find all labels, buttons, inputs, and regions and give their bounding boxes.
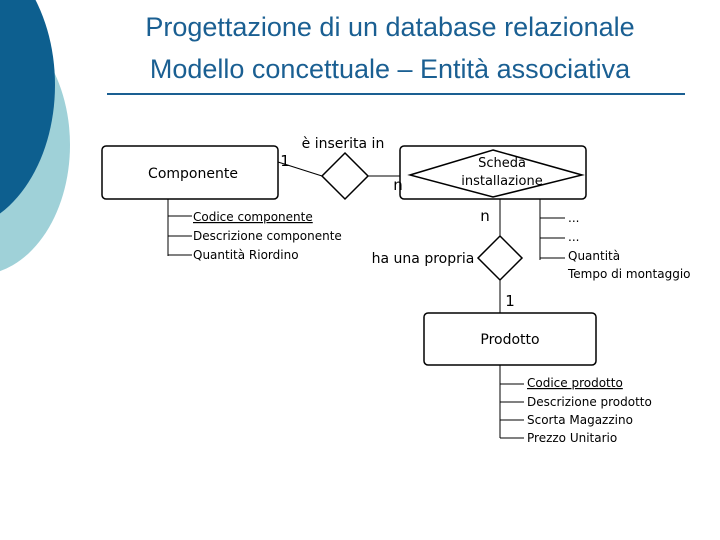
- componente-attr: Quantità Riordino: [193, 248, 299, 262]
- scheda-attr: Tempo di montaggio: [568, 267, 691, 281]
- relationship-propria-label: ha una propria: [371, 251, 475, 267]
- relationship-inserita-diamond: [322, 153, 368, 199]
- prodotto-attr-key: Codice prodotto: [527, 376, 623, 390]
- cardinality-scheda-left: n: [393, 176, 403, 194]
- prodotto-attr: Descrizione prodotto: [527, 395, 652, 409]
- prodotto-attr: Scorta Magazzino: [527, 413, 633, 427]
- componente-attr: Descrizione componente: [193, 229, 342, 243]
- relationship-inserita-label: è inserita in: [301, 136, 385, 152]
- entity-prodotto-label: Prodotto: [480, 332, 540, 348]
- page-title-line-1: Progettazione di un database relazionale: [145, 12, 635, 42]
- relationship-propria-diamond: [478, 236, 522, 280]
- prodotto-attr: Prezzo Unitario: [527, 431, 618, 445]
- cardinality-prodotto: 1: [505, 292, 515, 310]
- cardinality-componente: 1: [280, 152, 290, 170]
- entity-componente-label: Componente: [148, 166, 238, 182]
- scheda-attr: ...: [568, 211, 580, 225]
- scheda-attr: ...: [568, 230, 580, 244]
- entity-scheda-label-1: Scheda: [478, 156, 526, 171]
- page-title-line-2: Modello concettuale – Entità associativa: [149, 54, 631, 84]
- componente-attr-key: Codice componente: [193, 210, 313, 224]
- scheda-attr: Quantità: [568, 249, 621, 263]
- entity-scheda-label-2: installazione: [461, 174, 543, 189]
- cardinality-scheda-right: n: [480, 207, 490, 225]
